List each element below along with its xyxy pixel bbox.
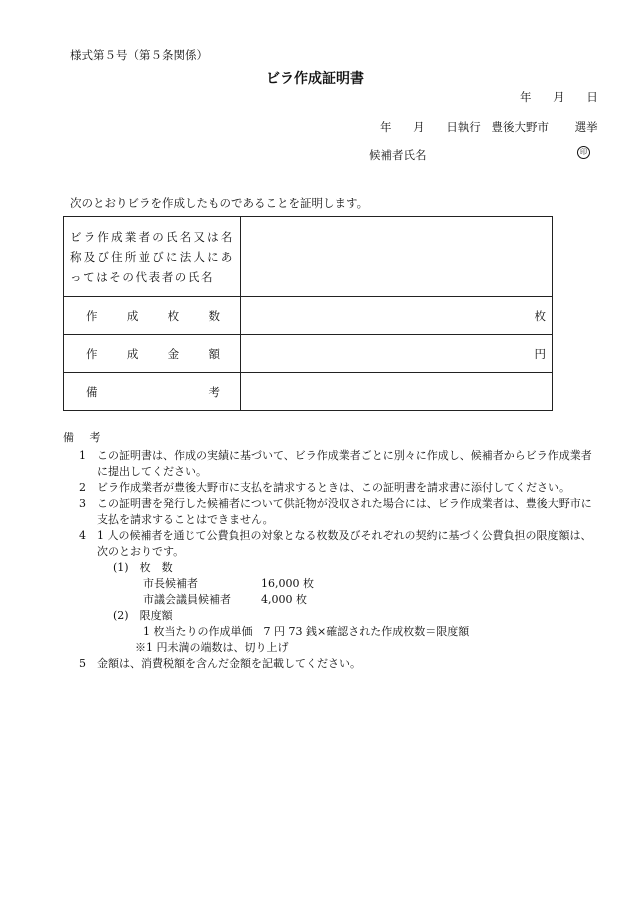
council-limit: 市議会議員候補者 4,000 枚 — [143, 593, 307, 606]
note-item: 3 この証明書を発行した候補者について供託物が没収された場合には、ビラ作成業者は、豊後大野市に支払を請求することはできません。 — [79, 497, 592, 526]
note-item: 2 ビラ作成業者が豊後大野市に支払を請求するときは、この証明書を請求書に添付してください。 — [79, 481, 570, 494]
election-city: 豊後大野市 — [491, 120, 549, 134]
remarks-label: 備 考 — [86, 384, 220, 399]
table-row-amount — [64, 335, 553, 373]
limit-count-heading: (1) 枚 数 — [113, 561, 173, 574]
table-row-count — [64, 297, 553, 335]
notes-section — [63, 430, 593, 672]
note-item: 1 この証明書は、作成の実績に基づいて、ビラ作成業者ごとに別々に作成し、候補者からビラ作成業者に提出してください。 — [79, 449, 592, 478]
note-item: 5 金額は、消費税額を含んだ金額を記載してください。 — [79, 657, 361, 670]
amount-label: 作 成 金 額 — [86, 346, 220, 361]
date-month: 月 — [553, 90, 565, 104]
date-year: 年 — [520, 90, 532, 104]
count-label: 作 成 枚 数 — [86, 308, 220, 323]
candidate-name-label: 候補者氏名 — [369, 148, 427, 162]
mayor-limit: 市長候補者 16,000 枚 — [143, 577, 314, 590]
certification-statement: 次のとおりビラを作成したものであることを証明します。 — [70, 196, 369, 210]
rounding-note: ※1 円未満の端数は、切り上げ — [135, 641, 289, 654]
form-number: 様式第５号（第５条関係） — [70, 48, 208, 62]
table-row-remarks — [64, 373, 553, 411]
election-month: 月 — [413, 120, 425, 134]
printer-label: ビラ作成業者の氏名又は名称及び住所並びに法人にあってはその代表者の氏名 — [64, 217, 241, 297]
note-item: 4 1 人の候補者を通じて公費負担の対象となる枚数及びそれぞれの契約に基づく公費負担の限度額は、次のとおりです。 — [79, 529, 592, 558]
issue-date — [520, 89, 598, 105]
amount-value: 円 — [241, 335, 553, 373]
printer-value — [241, 217, 553, 297]
seal-icon: 印 — [577, 146, 590, 159]
limit-amount-heading: (2) 限度額 — [113, 609, 173, 622]
notes-heading: 備 考 — [63, 431, 107, 444]
remarks-value — [241, 373, 553, 411]
count-value: 枚 — [241, 297, 553, 335]
election-type: 選挙 — [574, 120, 598, 134]
election-year: 年 — [380, 120, 392, 134]
document-title: ビラ作成証明書 — [266, 71, 364, 87]
election-day-exec: 日執行 — [446, 120, 481, 134]
election-line — [380, 119, 598, 135]
certificate-table — [63, 216, 553, 411]
table-row-printer — [64, 217, 553, 297]
limit-formula: 1 枚当たりの作成単価 7 円 73 銭×確認された作成枚数＝限度額 — [143, 625, 470, 638]
date-day: 日 — [586, 90, 598, 104]
